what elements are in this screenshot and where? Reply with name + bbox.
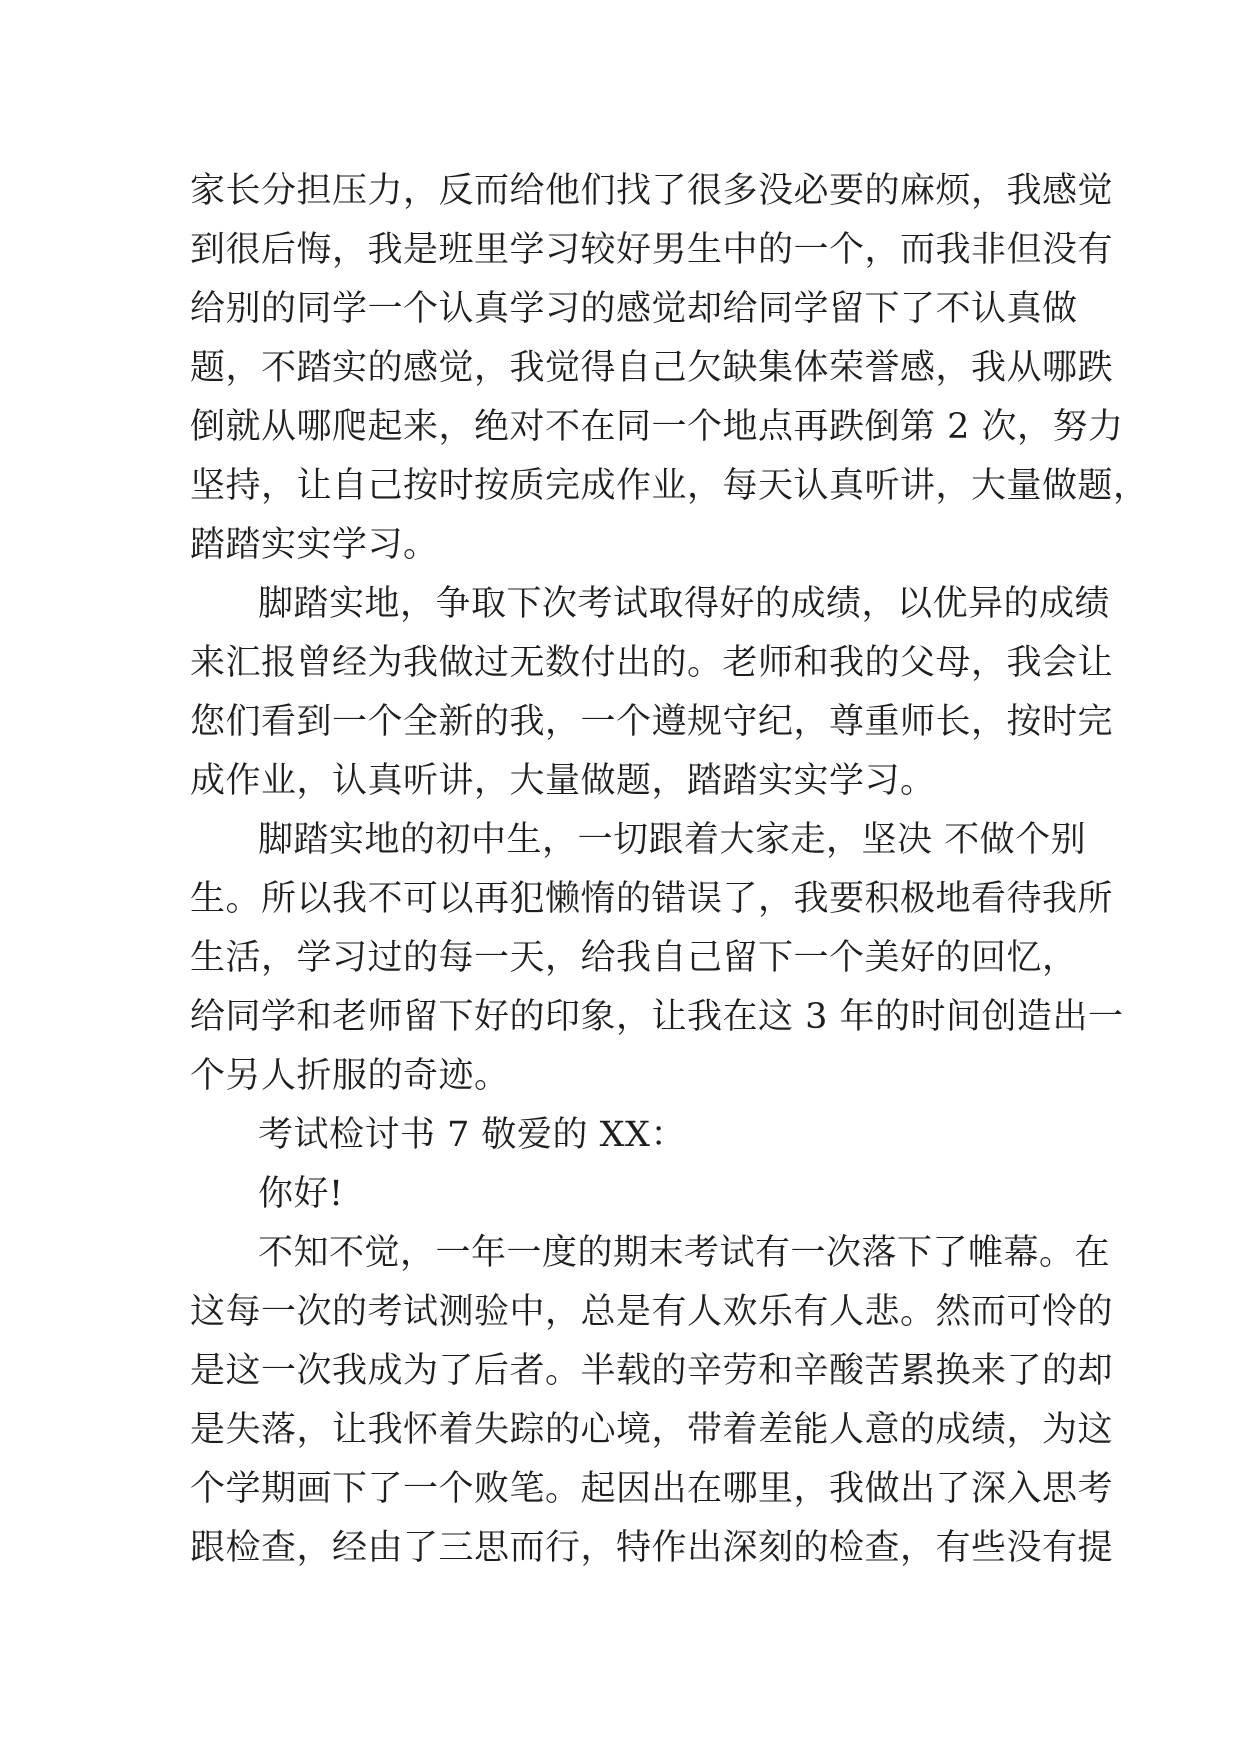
text-line: 到很后悔，我是班里学习较好男生中的一个，而我非但没有 [190,230,1114,270]
text-line: 坚持，让自己按时按质完成作业，每天认真听讲，大量做题， [190,466,1149,506]
text-line: 这每一次的考试测验中，总是有人欢乐有人悲。然而可怜的 [190,1292,1114,1332]
text-line: 给同学和老师留下好的印象，让我在这 3 年的时间创造出一 [190,997,1124,1037]
text-line: 跟检查，经由了三思而行，特作出深刻的检查，有些没有提 [190,1528,1114,1568]
text-line: 脚踏实地的初中生，一切跟着大家走，坚决 不做个别 [258,820,1087,860]
text-line: 是失落，让我怀着失踪的心境，带着差能人意的成绩，为这 [190,1410,1114,1450]
text-line: 不知不觉，一年一度的期末考试有一次落下了帷幕。在 [258,1233,1111,1273]
text-line: 您们看到一个全新的我，一个遵规守纪，尊重师长，按时完 [190,702,1114,742]
text-line: 你好! [258,1174,344,1214]
text-line: 是这一次我成为了后者。半载的辛劳和辛酸苦累换来了的却 [190,1351,1114,1391]
text-line: 个另人折服的奇迹。 [190,1056,510,1096]
text-line: 踏踏实实学习。 [190,525,439,565]
text-line: 给别的同学一个认真学习的感觉却给同学留下了不认真做 [190,289,1078,329]
text-line: 家长分担压力，反而给他们找了很多没必要的麻烦，我感觉 [190,171,1114,211]
text-line: 考试检讨书 7 敬爱的 XX： [258,1115,686,1155]
text-line: 生活，学习过的每一天，给我自己留下一个美好的回忆， [190,938,1078,978]
text-line: 题，不踏实的感觉，我觉得自己欠缺集体荣誉感，我从哪跌 [190,348,1114,388]
text-line: 个学期画下了一个败笔。起因出在哪里，我做出了深入思考 [190,1469,1114,1509]
text-line: 生。所以我不可以再犯懒惰的错误了，我要积极地看待我所 [190,879,1114,919]
document-body [190,162,1149,1578]
text-line: 成作业，认真听讲，大量做题，踏踏实实学习。 [190,761,936,801]
text-line: 来汇报曾经为我做过无数付出的。老师和我的父母，我会让 [190,643,1114,683]
text-line: 脚踏实地，争取下次考试取得好的成绩，以优异的成绩 [258,584,1111,624]
text-line: 倒就从哪爬起来，绝对不在同一个地点再跌倒第 2 次，努力 [190,407,1124,447]
